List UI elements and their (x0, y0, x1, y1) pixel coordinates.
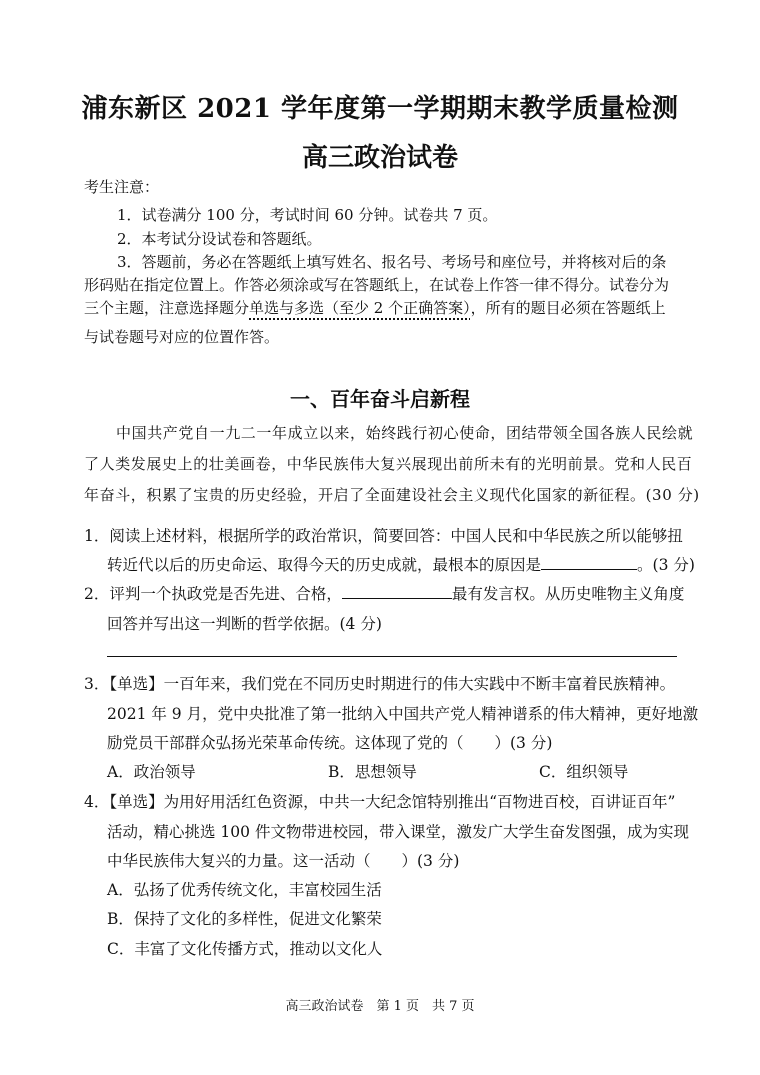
question-3-line-2: 2021 年 9 月，党中央批准了第一批纳入中国共产党人精神谱系的伟大精神，更好地激 (107, 705, 699, 723)
question-3-option-c: C．组织领导 (539, 763, 629, 781)
notice-item-3-line-2: 形码贴在指定位置上。作答必须涂或写在答题纸上，在试卷上作答一律不得分。试卷分为 (84, 276, 670, 294)
question-3-option-b: B．思想领导 (328, 763, 417, 781)
question-2-line-2: 回答并写出这一判断的哲学依据。(4 分) (107, 615, 382, 633)
intro-line-2: 了人类发展史上的壮美画卷，中华民族伟大复兴展现出前所未有的光明前景。党和人民百 (84, 455, 693, 473)
question-text: 最有发言权。从历史唯物主义角度 (451, 585, 685, 603)
question-4-line-3: 中华民族伟大复兴的力量。这一活动（ ）(3 分) (107, 852, 460, 870)
question-3-line-3: 励党员干部群众弘扬光荣革命传统。这体现了党的（ ）(3 分) (107, 734, 553, 752)
answer-line[interactable] (107, 656, 677, 657)
answer-blank[interactable] (342, 584, 452, 599)
section-title: 一、百年奋斗启新程 (290, 387, 470, 411)
answer-blank[interactable] (541, 555, 637, 570)
intro-line-3: 年奋斗，积累了宝贵的历史经验，开启了全面建设社会主义现代化国家的新征程。(30 分) (84, 486, 700, 504)
question-text: 2．评判一个执政党是否先进、合格， (84, 585, 342, 603)
page-footer: 高三政治试卷 第 1 页 共 7 页 (285, 999, 475, 1014)
question-text: 转近代以后的历史命运、取得今天的历史成就，最根本的原因是 (107, 556, 542, 574)
question-1-line-2 (107, 553, 695, 575)
notice-item-3-line-1: 3．答题前，务必在答题纸上填写姓名、报名号、考场号和座位号，并将核对后的条 (117, 253, 667, 271)
notice-item-2: 2．本考试分设试卷和答题纸。 (117, 230, 322, 248)
notice-text: ，所有的题目必须在答题纸上 (470, 299, 666, 317)
question-4-option-b: B．保持了文化的多样性，促进文化繁荣 (107, 910, 382, 928)
question-1-line-1: 1．阅读上述材料，根据所学的政治常识，简要回答：中国人民和中华民族之所以能够扭 (84, 527, 683, 545)
exam-subtitle: 高三政治试卷 (301, 143, 458, 173)
notice-item-3-line-4: 与试卷题号对应的位置作答。 (84, 328, 280, 346)
question-3-option-a: A．政治领导 (107, 763, 196, 781)
emphasized-text: 单选与多选（至少 2 个正确答案） (249, 299, 471, 317)
notice-item-3-line-3 (84, 297, 666, 318)
notice-item-1: 1．试卷满分 100 分，考试时间 60 分钟。试卷共 7 页。 (117, 206, 498, 224)
question-4-option-c: C．丰富了文化传播方式，推动以文化人 (107, 940, 383, 958)
question-4-option-a: A．弘扬了优秀传统文化，丰富校园生活 (107, 881, 382, 899)
question-2-line-1 (84, 582, 684, 604)
question-4-line-1: 4．【单选】为用好用活红色资源，中共一大纪念馆特别推出“百物进百校，百讲证百年” (84, 793, 676, 811)
notice-label: 考生注意： (84, 178, 160, 196)
notice-text: 三个主题，注意选择题分 (84, 299, 250, 317)
question-3-line-1: 3．【单选】一百年来，我们党在不同历史时期进行的伟大实践中不断丰富着民族精神。 (84, 675, 676, 693)
intro-line-1: 中国共产党自一九二一年成立以来，始终践行初心使命，团结带领全国各族人民绘就 (116, 424, 694, 442)
exam-title: 浦东新区 2021 学年度第一学期期末教学质量检测 (81, 94, 679, 124)
question-4-line-2: 活动，精心挑选 100 件文物带进校园，带入课堂，激发广大学生奋发图强，成为实现 (107, 823, 689, 841)
question-text: 。(3 分) (637, 556, 695, 574)
